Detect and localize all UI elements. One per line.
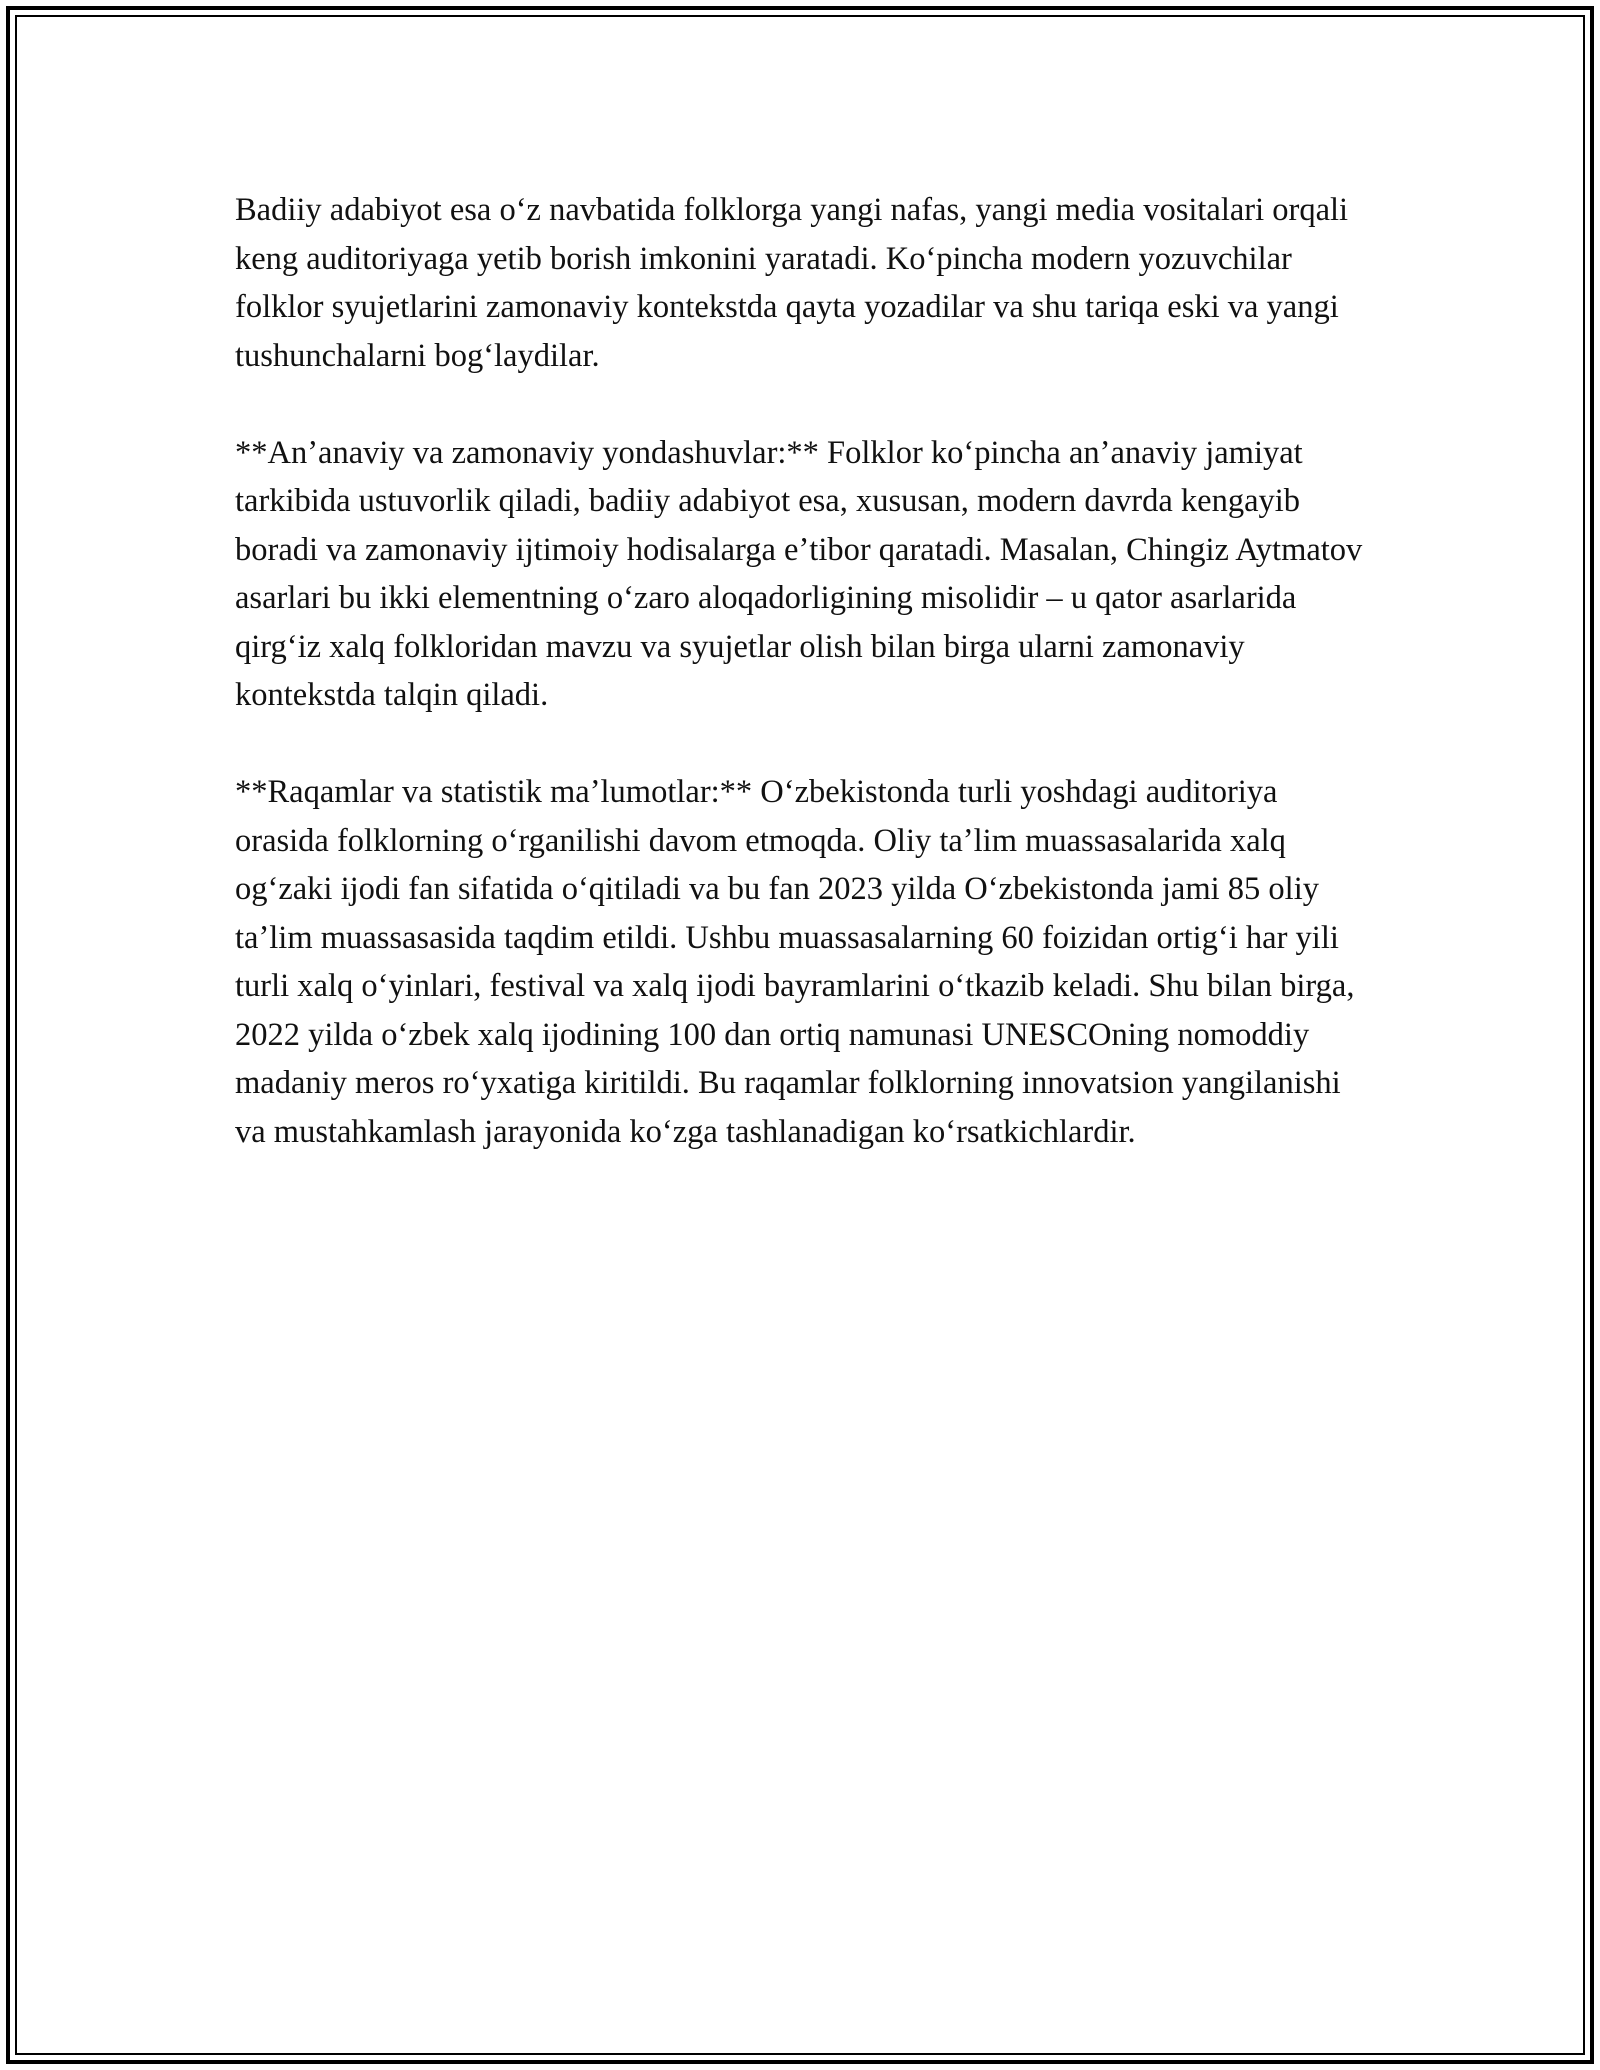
paragraph-traditional-modern-approaches: **Anʼanaviy va zamonaviy yondashuvlar:** Folklor koʻpincha anʼanaviy jamiyat tarkibida ustuvorlik qiladi, badiiy adabiyot esa, xususan, modern davrda kengayib boradi va zamonaviy ijtimoiy hodisalarga eʼtibor qaratadi. Masalan, Chingiz Aytmatov asarlari bu ikki elementning oʻzaro aloqadorligining misolidir – u qator asarlarida qirgʻiz xalq folkloridan mavzu va syujetlar olish bilan birga ularni zamonaviy kontekstda talqin qiladi. — [235, 434, 1363, 713]
document-body — [235, 186, 1375, 1205]
paragraph-folklore-literature: Badiiy adabiyot esa oʻz navbatida folklorga yangi nafas, yangi media vositalari orqali keng auditoriyaga yetib borish imkonini yaratadi. Koʻpincha modern yozuvchilar folklor syujetlarini zamonaviy kontekstda qayta yozadilar va shu tariqa eski va yangi tushunchalarni bogʻlaydilar. — [235, 192, 1349, 374]
paragraph-numbers-statistics: **Raqamlar va statistik maʼlumotlar:** Oʻzbekistonda turli yoshdagi auditoriya orasida folklorning oʻrganilishi davom etmoqda. Oliy taʼlim muassasalarida xalq ogʻzaki ijodi fan sifatida oʻqitiladi va bu fan 2023 yilda Oʻzbekistonda jami 85 oliy taʼlim muassasasida taqdim etildi. Ushbu muassasalarning 60 foizidan ortigʻi har yili turli xalq oʻyinlari, festival va xalq ijodi bayramlarini oʻtkazib keladi. Shu bilan birga, 2022 yilda oʻzbek xalq ijodining 100 dan ortiq namunasi UNESCOning nomoddiy madaniy meros roʻyxatiga kiritildi. Bu raqamlar folklorning innovatsion yangilanishi va mustahkamlash jarayonida koʻzga tashlanadigan koʻrsatkichlardir. — [235, 774, 1355, 1150]
